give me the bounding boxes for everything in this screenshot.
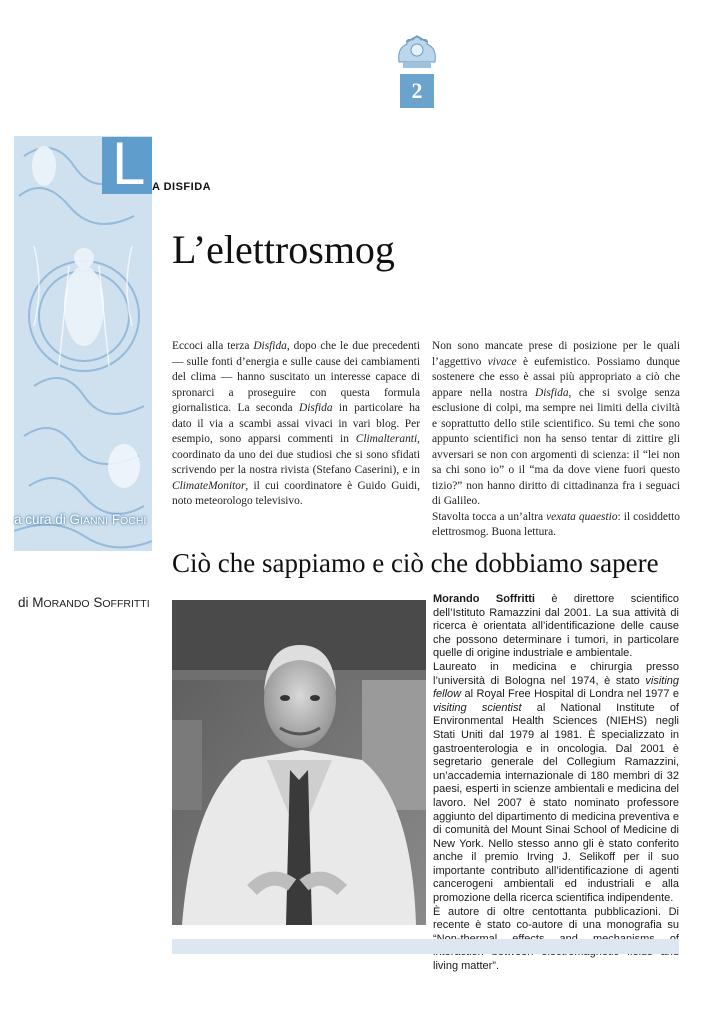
curator-credit: a cura di GIANNI FOCHI xyxy=(14,512,147,527)
bio-paragraph: Laureato in medicina e chirurgia presso l’università di Bologna nel 1974, è stato visiting fellow al Royal Free Hospital di Londra nel 1977 e visiting scientist al National Institute of Environmental Health Sciences (NIEHS) negli Stati Uniti dal 1979 al 1981. È specializzato in gastroenterologia e in oncologia. Dal 2001 è segretario generale del Collegium Ramazzini, un’accademia internazionale di 180 membri di 32 paesi, esperti in scienze ambientali e medicina del lavoro. Nel 2007 è stato nominato professore aggiunto del dipartimento di medicina preventiva e di comunità del Mount Sinai School of Medicine di New York. Nello stesso anno gli è stato conferito anche il premio Irving J. Selikoff per il suo importante contributo all’identificazione di agenti cancerogeni ambientali ed industriali e alla promozione della ricerca scientifica indipendente. xyxy=(433,660,679,905)
section-label: A DISFIDA xyxy=(152,181,212,193)
intro-paragraph: Non sono mancate prese di posizione per le quali l’aggettivo vivace è eufemistico. Possiamo dunque sostenere che esso è assai più appropriato a ciò che appare nella nostra Disfida, che si svolge senza esclusione di colpi, ma sempre nei limiti della civiltà e soprattutto dello stile scientifico. Su temi che sono appunto scientifici non ha senso tentar di zittire gli avversari se non con argomenti di scienza: il “lei non sa chi sono io” o il “ma da dove viene fuori questo tizio?” non hanno diritto di cittadinanza fra i seguaci di Galileo. xyxy=(432,340,680,507)
article-title: L’elettrosmog xyxy=(172,227,395,272)
intro-column-right xyxy=(432,339,680,541)
intro-paragraph: Stavolta tocca a un’altra vexata quaestio: il cosiddetto elettrosmog. Buona lettura. xyxy=(432,510,680,538)
footer-bar xyxy=(172,939,679,954)
crest-icon xyxy=(393,32,441,74)
author-credit: di MORANDO SOFFRITTI xyxy=(18,595,150,610)
bio-paragraph: È autore di oltre centottanta pubblicazioni. Di recente è stato co-autore di una monografia su living matter”. xyxy=(433,905,679,973)
author-portrait xyxy=(172,600,426,925)
page-number: 2 xyxy=(400,74,434,108)
intro-paragraph: Eccoci alla terza Disfida, dopo che le due precedenti — sulle fonti d’energia e sulle cause dei cambiamenti del clima — hanno suscitato un interesse capace di spronarci a proseguire con questa formula giornalistica. La seconda Disfida in particolare ha dato il via a scambi assai vivaci in vari blog. Per esempio, sono apparsi commenti in Climalteranti, coordinato da uno dei due studiosi che si sono sfidati scrivendo per la nostra rivista (Stefano Caserini), e in ClimateMonitor, il cui coordinatore è Guido Guidi, noto meteorologo televisivo. xyxy=(172,340,420,507)
bio-paragraph: Morando Soffritti è direttore scientifico dell’Istituto Ramazzini dal 2001. La sua attività di ricerca è orientata all’identificazione delle cause che possono determinare i tumori, in particolare quelle di origine industriale e ambientale. xyxy=(433,593,679,660)
article-subtitle: Ciò che sappiamo e ciò che dobbiamo sapere xyxy=(172,548,659,578)
decorative-engraving xyxy=(14,130,152,551)
intro-column-left xyxy=(172,339,420,510)
author-bio xyxy=(433,593,679,974)
section-initial: L xyxy=(112,130,146,197)
